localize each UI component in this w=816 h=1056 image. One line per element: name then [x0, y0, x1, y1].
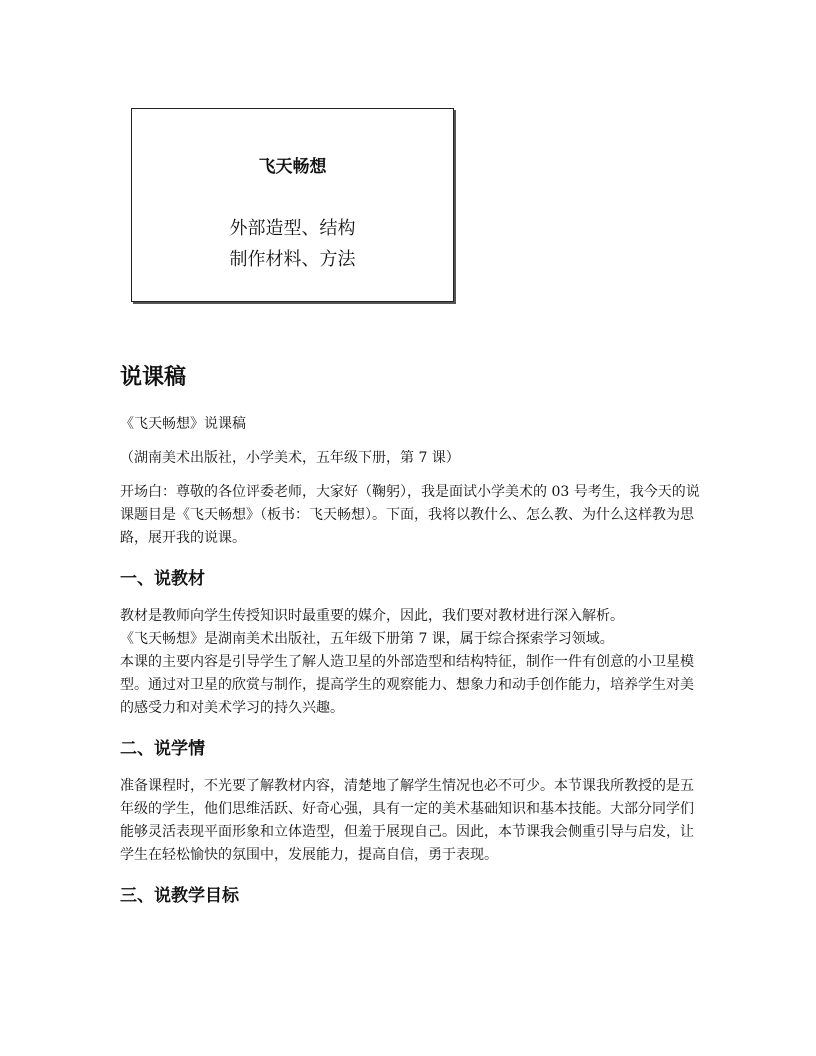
section-paragraph: 准备课程时，不光要了解教材内容，清楚地了解学生情况也必不可少。本节课我所教授的是五年级的学生，他们思维活跃、好奇心强，具有一定的美术基础知识和基本技能。大部分同学们能够灵活表现平面形象和立体造型，但羞于展现自己。因此，本节课我会侧重引导与启发，让学生在轻松愉快的氛围中，发展能力，提高自信，勇于表现。: [120, 778, 694, 863]
intro-paragraph: 开场白：尊敬的各位评委老师，大家好（鞠躬），我是面试小学美术的 03 号考生，我今天的说课题目是《飞天畅想》（板书：飞天畅想）。下面，我将以教什么、怎么教、为什么这样教为思路，展开我的说课。: [120, 484, 700, 546]
section-heading-students: 二、说学情: [120, 739, 205, 759]
blackboard-design-box: [131, 108, 454, 302]
document-title: 说课稿: [120, 365, 187, 390]
section-paragraph: 本课的主要内容是引导学生了解人造卫星的外部造型和结构特征，制作一件有创意的小卫星模型。通过对卫星的欣赏与制作，提高学生的观察能力、想象力和动手创作能力，培养学生对美的感受力和对美术学习的持久兴趣。: [120, 654, 694, 716]
document-source: （湖南美术出版社，小学美术，五年级下册，第 7 课）: [120, 450, 460, 466]
document-subtitle: 《飞天畅想》说课稿: [120, 416, 246, 432]
board-title: 飞天畅想: [258, 157, 327, 177]
section-heading-objectives: 三、说教学目标: [120, 886, 239, 906]
section-heading-textbook: 一、说教材: [120, 569, 205, 589]
board-line-materials: 制作材料、方法: [229, 249, 356, 270]
board-line-structure: 外部造型、结构: [229, 218, 356, 239]
section-paragraph: 《飞天畅想》是湖南美术出版社，五年级下册第 7 课，属于综合探索学习领域。: [120, 631, 614, 647]
section-paragraph: 教材是教师向学生传授知识时最重要的媒介，因此，我们要对教材进行深入解析。: [120, 608, 624, 624]
document-body: [120, 360, 702, 922]
